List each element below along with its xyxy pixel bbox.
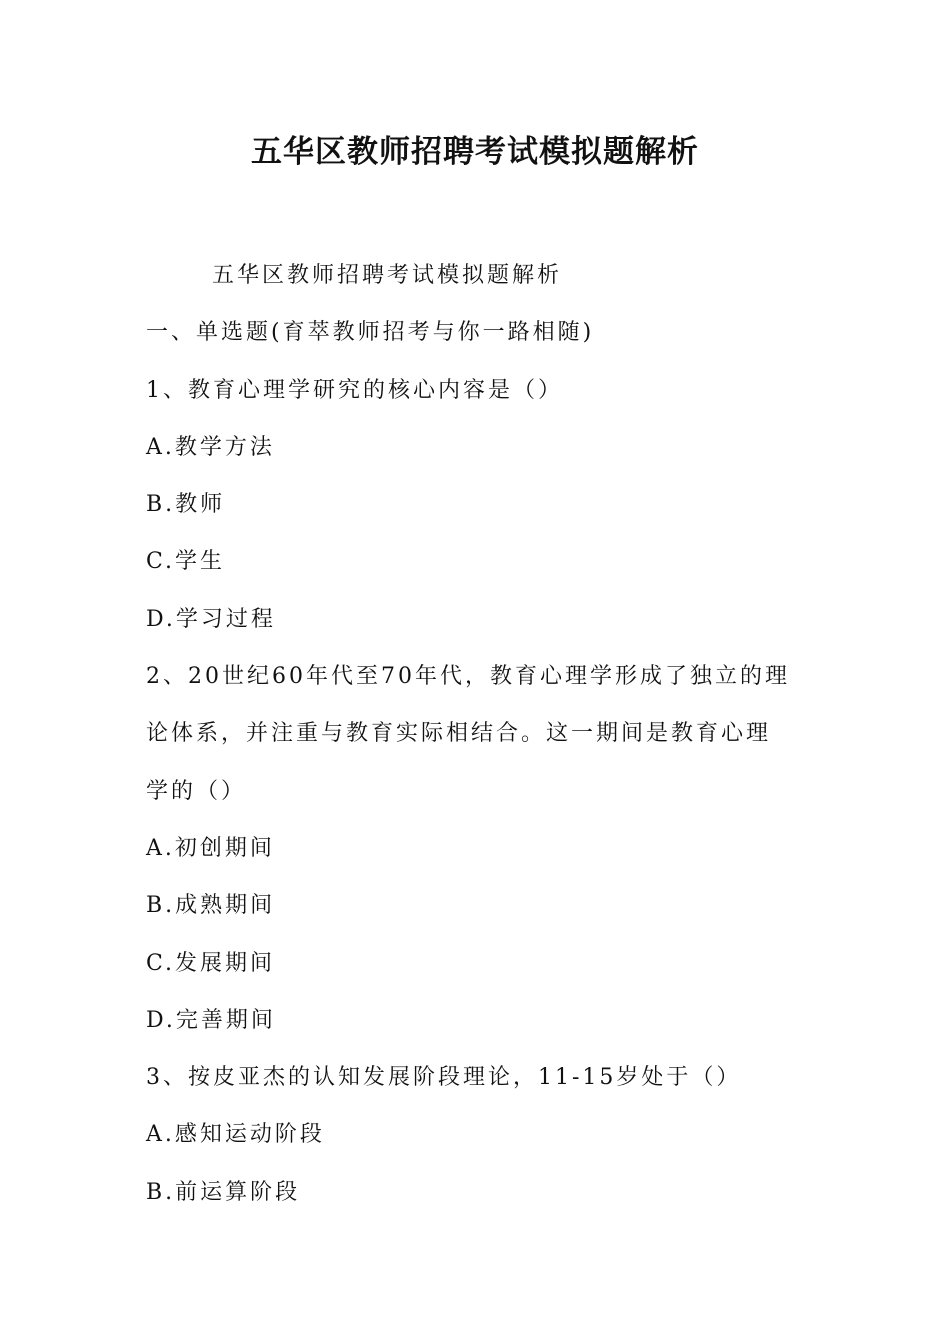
question-2-stem-line-2: 论体系，并注重与教育实际相结合。这一期间是教育心理: [146, 721, 772, 747]
question-2-option-b: B.成熟期间: [146, 893, 276, 919]
question-2-stem-line-3: 学的（）: [146, 778, 247, 804]
question-1-option-b: B.教师: [146, 492, 226, 518]
question-2-option-c: C.发展期间: [146, 950, 276, 976]
question-1-stem: 1、教育心理学研究的核心内容是（）: [146, 377, 563, 403]
question-3-option-a: A.感知运动阶段: [146, 1122, 325, 1148]
question-1-option-d: D.学习过程: [146, 606, 276, 632]
question-2-option-d: D.完善期间: [146, 1007, 276, 1033]
document-title: 五华区教师招聘考试模拟题解析: [251, 134, 699, 170]
section-heading: 一、单选题(育萃教师招考与你一路相随): [146, 320, 595, 346]
document-body: [146, 247, 814, 1221]
question-1-option-a: A.教学方法: [146, 434, 275, 460]
question-2-option-a: A.初创期间: [146, 835, 275, 861]
question-2-stem-line-1: 2、20世纪60年代至70年代，教育心理学形成了独立的理: [146, 664, 790, 690]
question-3-option-b: B.前运算阶段: [146, 1179, 301, 1205]
document-subtitle: 五华区教师招聘考试模拟题解析: [212, 263, 563, 288]
question-3-stem: 3、按皮亚杰的认知发展阶段理论，11-15岁处于（）: [146, 1065, 742, 1091]
question-1-option-c: C.学生: [146, 549, 226, 575]
